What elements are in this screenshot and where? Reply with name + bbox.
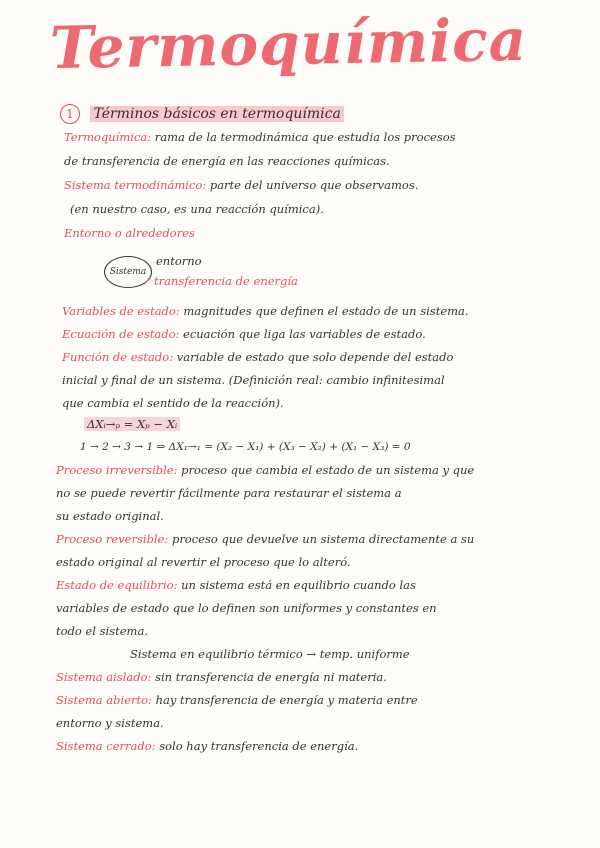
definition-line	[62, 348, 453, 366]
definition-line	[56, 507, 164, 525]
definition-text: proceso que cambia el estado de un sistema y que	[177, 463, 475, 477]
arrow-icon: ↗	[142, 274, 153, 288]
definition-text: proceso que devuelve un sistema directamente a su	[168, 532, 475, 546]
definition-text: todo el sistema.	[56, 624, 148, 638]
definition-line	[130, 645, 410, 663]
definition-line	[56, 484, 402, 502]
definition-line	[70, 200, 324, 218]
definition-text: ecuación que liga las variables de estado.	[179, 327, 426, 341]
definition-text: un sistema está en equilibrio cuando las	[177, 578, 416, 592]
equation-cycle	[80, 438, 411, 456]
definition-line	[64, 176, 418, 194]
section-heading	[60, 104, 344, 124]
transfer-label: transferencia de energía	[154, 274, 298, 288]
definition-text: magnitudes que definen el estado de un sistema.	[179, 304, 469, 318]
definition-text: (en nuestro caso, es una reacción química).	[70, 202, 324, 216]
definition-text: rama de la termodinámica que estudia los procesos	[151, 130, 456, 144]
definition-line	[56, 599, 437, 617]
definition-text: solo hay transferencia de energía.	[155, 739, 359, 753]
equation-delta	[84, 415, 180, 433]
definition-line	[64, 152, 390, 170]
definition-text: Sistema en equilibrio térmico → temp. uniforme	[130, 647, 410, 661]
definition-text: inicial y final de un sistema. (Definición real: cambio infinitesimal	[62, 373, 445, 387]
definition-line	[56, 553, 351, 571]
definition-text: no se puede revertir fácilmente para restaurar el sistema a	[56, 486, 402, 500]
definition-line	[56, 714, 164, 732]
term-label: Sistema termodinámico:	[64, 178, 207, 192]
system-diagram	[104, 254, 344, 294]
term-label: Sistema aislado:	[56, 670, 152, 684]
definition-line	[62, 394, 284, 412]
definition-line	[62, 302, 469, 320]
term-label: Estado de equilibrio:	[56, 578, 178, 592]
equation-text: ΔXᵢ→ₚ = Xₚ − Xᵢ	[84, 417, 180, 431]
definition-line	[56, 576, 416, 594]
term-label: Función de estado:	[62, 350, 174, 364]
term-label: Proceso irreversible:	[56, 463, 178, 477]
term-label: Sistema cerrado:	[56, 739, 156, 753]
definition-text: hay transferencia de energía y materia entre	[151, 693, 418, 707]
equation-text: 1 → 2 → 3 → 1 ⇒ ΔX₁→₁ = (X₂ − X₁) + (X₃ − X₂) + (X₁ − X₃) = 0	[80, 441, 411, 453]
definition-text: variable de estado que solo depende del estado	[173, 350, 454, 364]
definition-line	[56, 668, 387, 686]
definition-line	[56, 622, 148, 640]
definition-text: de transferencia de energía en las reacciones químicas.	[64, 154, 390, 168]
definition-text: variables de estado que lo definen son uniformes y constantes en	[56, 601, 437, 615]
term-label: Ecuación de estado:	[62, 327, 180, 341]
system-circle: Sistema	[104, 256, 152, 288]
term-label: Sistema abierto:	[56, 693, 152, 707]
definition-line	[64, 128, 456, 146]
definition-text: estado original al revertir el proceso que lo alteró.	[56, 555, 351, 569]
definition-line	[56, 530, 474, 548]
definition-text: entorno y sistema.	[56, 716, 164, 730]
definition-line	[56, 691, 418, 709]
term-label: Proceso reversible:	[56, 532, 169, 546]
definition-line	[56, 737, 358, 755]
definition-text: sin transferencia de energía ni materia.	[151, 670, 387, 684]
term-label: Variables de estado:	[62, 304, 180, 318]
definition-line	[56, 461, 474, 479]
section-heading-text: Términos básicos en termoquímica	[90, 106, 343, 122]
term-label: Termoquímica:	[64, 130, 152, 144]
page-title: Termoquímica	[49, 5, 528, 83]
definition-text: que cambia el sentido de la reacción).	[62, 396, 284, 410]
definition-text: su estado original.	[56, 509, 164, 523]
definition-line	[64, 224, 195, 242]
term-label: Entorno o alrededores	[64, 226, 195, 240]
definition-text: parte del universo que observamos.	[206, 178, 419, 192]
definition-line	[62, 325, 426, 343]
entorno-label: entorno	[156, 254, 202, 268]
section-number: 1	[60, 104, 80, 124]
definition-line	[62, 371, 445, 389]
